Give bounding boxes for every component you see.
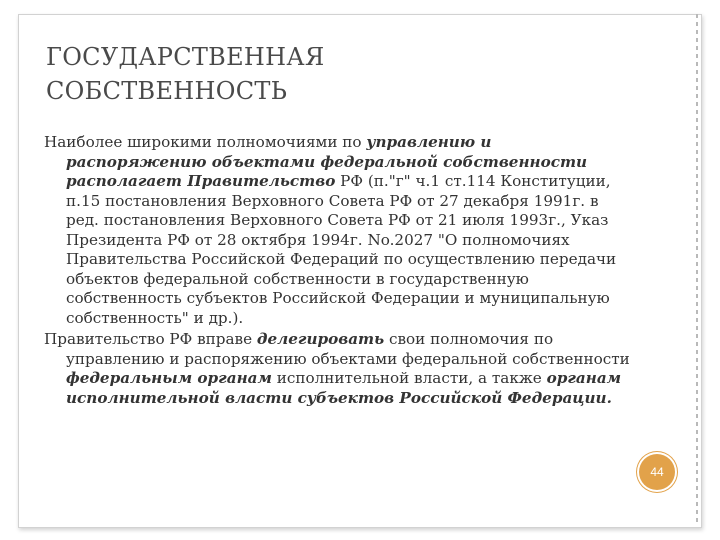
paragraph-1-emphasis-1: управлению и распоряжению объектами федеральной собственности располагает Правительство: [66, 133, 588, 190]
paragraph-2-emphasis-1: делегировать: [256, 330, 385, 348]
slide-title: [46, 40, 646, 108]
stitched-edge-decoration: [696, 14, 698, 526]
slide-body: [44, 133, 634, 410]
paragraph-2-text-2: свои полномочия по управлению и распоряжению объектами федеральной собственности: [66, 330, 630, 368]
paragraph-1: [44, 133, 634, 328]
paragraph-2-emphasis-2: федеральным органам: [66, 369, 272, 387]
slide-number-badge: 44: [639, 454, 675, 490]
paragraph-1-text-1: Наиболее широкими полномочиями по: [44, 133, 367, 151]
title-line-1: ГОСУДАРСТВЕННАЯ: [46, 43, 325, 71]
paragraph-1-text-2: РФ (п."г" ч.1 ст.114 Конституции, п.15 постановления Верховного Совета РФ от 27 декабря 1991г. в ред. постановления Верховного Совета РФ от 21 июля 1993г., Указ Президента РФ от 28 октября 1994г. No.2027 "О полномочиях Правительства Российской Федераций по осуществлению передачи объектов федеральной собственности в государственную собственность субъектов Российской Федерации и муниципальную собственность" и др.).: [66, 172, 617, 327]
paragraph-2-text-3: исполнительной власти, а также: [271, 369, 547, 387]
paragraph-2: [44, 330, 634, 408]
title-line-2: СОБСТВЕННОСТЬ: [46, 77, 288, 105]
paragraph-2-text-1: Правительство РФ вправе: [44, 330, 257, 348]
paragraph-2-emphasis-3: органам исполнительной власти субъектов Российской Федерации.: [66, 369, 622, 407]
